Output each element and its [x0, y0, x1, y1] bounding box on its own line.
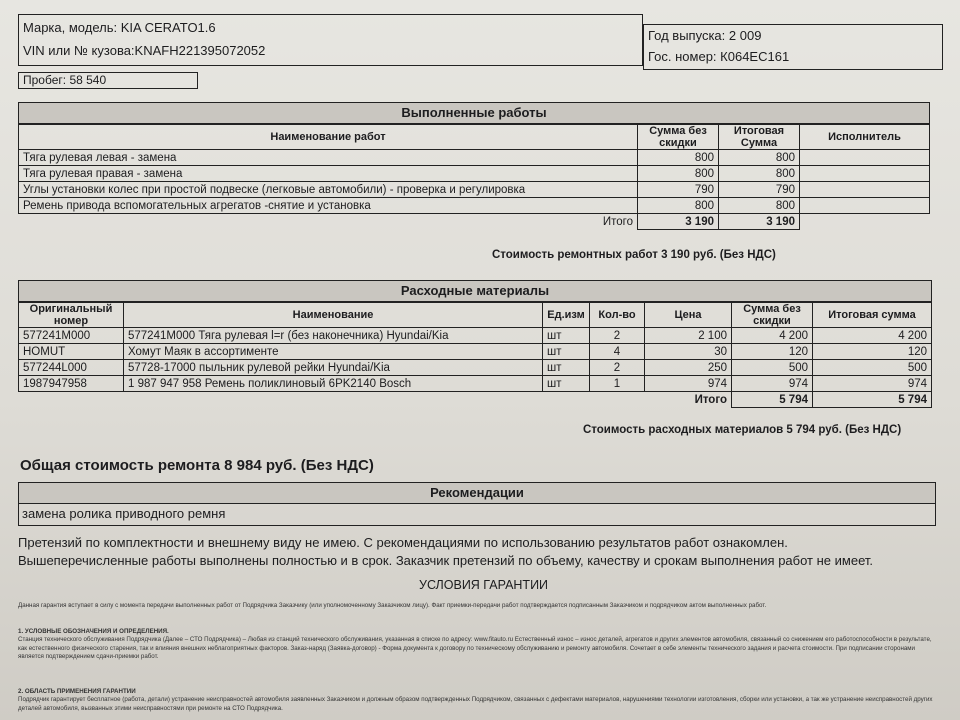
model-value: KIA CERATO1.6	[120, 20, 216, 35]
work-performer	[800, 166, 930, 182]
vin-value: KNAFH221395072052	[134, 43, 266, 58]
table-row: 577241M000 577241M000 Тяга рулевая l=r (без наконечника) Hyundai/Kia шт 2 2 100 4 200 4 200	[19, 328, 932, 344]
mat-col-sum: Сумма без скидки	[732, 303, 813, 328]
work-name: Тяга рулевая левая - замена	[19, 150, 638, 166]
works-table	[18, 124, 930, 230]
mat-col-total: Итоговая сумма	[813, 303, 932, 328]
table-row: 1987947958 1 987 947 958 Ремень поликлиновый 6PK2140 Bosch шт 1 974 974 974	[19, 376, 932, 392]
works-col-total: Итоговая Сумма	[719, 125, 800, 150]
plate-value: К064ЕС161	[720, 49, 790, 64]
vin-label: VIN или № кузова:	[23, 43, 135, 58]
vehicle-info-box	[18, 14, 643, 66]
mileage-box	[18, 72, 198, 89]
recommendation-text: замена ролика приводного ремня	[22, 506, 226, 521]
works-header-row	[19, 125, 930, 150]
work-name: Ремень привода вспомогательных агрегатов -снятие и установка	[19, 198, 638, 214]
materials-total-row	[19, 392, 932, 408]
mat-col-price: Цена	[645, 303, 732, 328]
work-total: 790	[719, 182, 800, 198]
works-cost-summary: Стоимость ремонтных работ 3 190 руб. (Без НДС)	[492, 249, 776, 261]
work-performer	[800, 198, 930, 214]
acceptance-line-2: Вышеперечисленные работы выполнены полностью и в срок. Заказчик претензий по объему, качеству и срокам выполнения работ не имеет.	[18, 553, 873, 568]
materials-table	[18, 302, 932, 408]
vin-line	[23, 44, 265, 59]
work-performer	[800, 150, 930, 166]
year-line: Год выпуска: 2 009	[648, 28, 762, 43]
work-name: Тяга рулевая правая - замена	[19, 166, 638, 182]
work-performer	[800, 182, 930, 198]
year-value: 2 009	[728, 28, 762, 43]
works-total-sum: 3 190	[638, 214, 719, 230]
work-sum: 800	[638, 150, 719, 166]
materials-total-total: 5 794	[813, 392, 932, 408]
warranty-section-1: 1. УСЛОВНЫЕ ОБОЗНАЧЕНИЯ И ОПРЕДЕЛЕНИЯ. Станция технического обслуживания Подрядчика (Далее – СТО Подрядчика) – Любая из станций технического обслуживания, указанная в списке по адресу: www.fitauto.ru Естественный износ – износ деталей, агрегатов и других элементов автомобиля, связанный со снижением его работоспособности в результате, как естественного физического старения, так и влияния внешних неблагоприятных факторов. Заказ-наряд (Заявка-договор) - Форма документа к договору по техническому обслуживанию и ремонту автомобиля. Сочетает в себе элементы технического задания и расчета стоимости. При подписании сторонами является подтверждением сдачи-приемки работ.	[18, 628, 932, 661]
warranty-title: УСЛОВИЯ ГАРАНТИИ	[419, 578, 549, 592]
works-total-total: 3 190	[719, 214, 800, 230]
work-sum: 800	[638, 166, 719, 182]
work-sum: 790	[638, 182, 719, 198]
plate-line: Гос. номер: К064ЕС161	[648, 49, 790, 64]
work-total: 800	[719, 166, 800, 182]
materials-header-row	[19, 303, 932, 328]
work-total: 800	[719, 150, 800, 166]
work-sum: 800	[638, 198, 719, 214]
works-total-row	[19, 214, 930, 230]
works-col-sum: Сумма без скидки	[638, 125, 719, 150]
model-line	[23, 21, 216, 36]
table-row	[19, 198, 930, 214]
works-col-performer: Исполнитель	[800, 125, 930, 150]
table-row	[19, 166, 930, 182]
mileage-value: 58 540	[69, 73, 107, 87]
table-row	[19, 182, 930, 198]
materials-cost-summary: Стоимость расходных материалов 5 794 руб. (Без НДС)	[583, 424, 902, 436]
vehicle-year-box	[643, 24, 943, 70]
mat-col-unit: Ед.изм	[543, 303, 590, 328]
materials-total-sum: 5 794	[732, 392, 813, 408]
materials-total-label: Итого	[694, 393, 727, 406]
recommendations-title: Рекомендации	[18, 482, 936, 504]
works-total-label: Итого	[602, 215, 633, 228]
materials-section-title: Расходные материалы	[18, 280, 932, 302]
works-section-title: Выполненные работы	[18, 102, 930, 124]
table-row: 577244L000 57728-17000 пыльник рулевой рейки Hyundai/Kia шт 2 250 500 500	[19, 360, 932, 376]
works-col-name: Наименование работ	[19, 125, 638, 150]
work-name: Углы установки колес при простой подвеске (легковые автомобили) - проверка и регулировка	[19, 182, 638, 198]
mat-col-orig-number: Оригинальный номер	[19, 303, 124, 328]
warranty-intro: Данная гарантия вступает в силу с момента передачи выполненных работ от Подрядчика Заказчику (или уполномоченному Заказчиком лицу). Факт приемки-передачи работ подтверждается подписанным Заказчиком и подрядчиком актом выполненных работ.	[18, 602, 767, 609]
table-row	[19, 150, 930, 166]
grand-total: Общая стоимость ремонта 8 984 руб. (Без НДС)	[20, 457, 374, 474]
mat-col-name: Наименование	[124, 303, 543, 328]
table-row: HOMUT Хомут Маяк в ассортименте шт 4 30 120 120	[19, 344, 932, 360]
mat-col-qty: Кол-во	[590, 303, 645, 328]
recommendations-box	[18, 504, 936, 526]
acceptance-line-1: Претензий по комплектности и внешнему виду не имею. С рекомендациями по использованию результатов работ ознакомлен.	[18, 535, 788, 550]
mileage-text: Пробег: 58 540	[23, 73, 107, 87]
warranty-section-2: 2. ОБЛАСТЬ ПРИМЕНЕНИЯ ГАРАНТИИ Подрядчик гарантирует бесплатное (работа, детали) устранение неисправностей автомобиля заявленных Заказчиком и должным образом подтвержденных Подрядчиком, связанных с дефектами материалов, нарушениями технологии изготовления, сборки или установки, а так же устранение неисправностей других деталей автомобиля, вызванных этими неисправностями при ремонте на СТО Подрядчика.	[18, 688, 933, 712]
work-total: 800	[719, 198, 800, 214]
model-label: Марка, модель:	[23, 20, 118, 35]
